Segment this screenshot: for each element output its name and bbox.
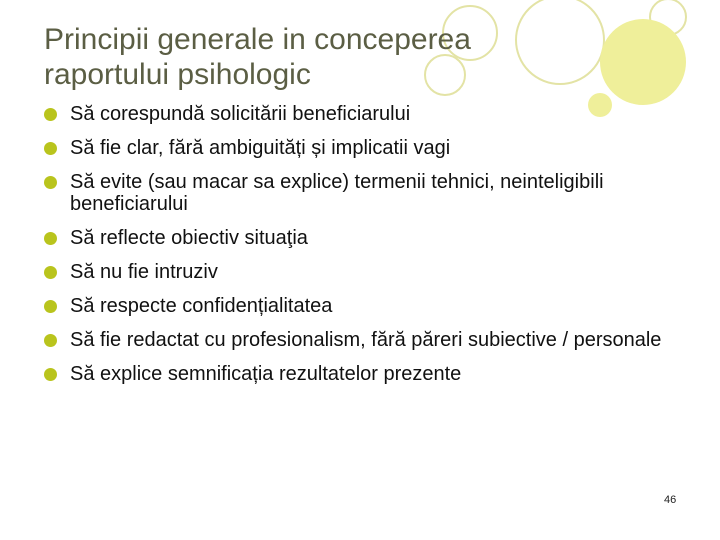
page-number: 46 xyxy=(664,494,677,506)
deco-circle-outline xyxy=(516,0,604,84)
bullet-dot-icon xyxy=(44,266,57,279)
bullet-item xyxy=(44,137,694,159)
bullet-text: Să fie clar, fără ambiguități și implicatii vagi xyxy=(70,137,451,159)
bullet-text: Să reflecte obiectiv situaţia xyxy=(70,227,308,249)
bullet-item xyxy=(44,103,694,125)
bullet-item xyxy=(44,363,694,385)
bullet-text: Să fie redactat cu profesionalism, fără păreri subiective / personale xyxy=(70,329,662,351)
bullet-dot-icon xyxy=(44,368,57,381)
bullet-item xyxy=(44,261,694,283)
bullet-dot-icon xyxy=(44,232,57,245)
bullet-text: Să explice semnificația rezultatelor prezente xyxy=(70,363,462,385)
bullet-dot-icon xyxy=(44,334,57,347)
bullet-item xyxy=(44,329,694,351)
bullet-item xyxy=(44,295,694,317)
bullet-item xyxy=(44,171,694,215)
bullet-item xyxy=(44,227,694,249)
bullet-text: Să evite (sau macar sa explice) termenii tehnici, neinteligibili beneficiarului xyxy=(70,171,604,215)
bullet-dot-icon xyxy=(44,176,57,189)
slide-title-line-1: Principii generale in conceperea xyxy=(44,23,471,56)
bullet-text: Să nu fie intruziv xyxy=(70,261,218,283)
slide-title xyxy=(44,22,471,92)
bullet-dot-icon xyxy=(44,300,57,313)
bullet-text: Să corespundă solicitării beneficiarului xyxy=(70,103,411,125)
bullet-list xyxy=(44,103,694,397)
bullet-text: Să respecte confidențialitatea xyxy=(70,295,333,317)
deco-circle-filled xyxy=(600,19,686,105)
bullet-dot-icon xyxy=(44,142,57,155)
slide-title-line-2: raportului psihologic xyxy=(44,58,311,91)
bullet-dot-icon xyxy=(44,108,57,121)
